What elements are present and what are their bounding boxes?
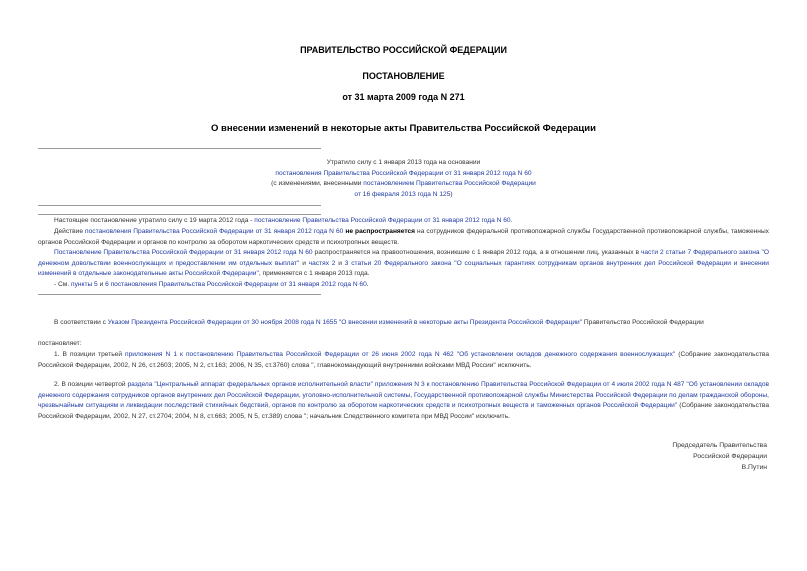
amendment-suffix: ) xyxy=(450,190,453,198)
section-link[interactable]: раздела "Центральный аппарат федеральных органов исполнительной власти" xyxy=(127,381,373,388)
document-type: ПОСТАНОВЛЕНИЕ xyxy=(362,71,445,81)
clause-2 xyxy=(38,380,769,422)
note-text: и xyxy=(335,259,345,267)
signatory-name: В.Путин xyxy=(741,464,767,471)
note-text: . xyxy=(510,217,513,224)
note-link[interactable]: 6 постановления Правительства Российской Федерации от 31 января 2012 года N 60 xyxy=(105,281,367,288)
note-link[interactable]: постановления Правительства Российской Федерации от 31 января 2012 года N 60 xyxy=(85,228,344,235)
note-scope xyxy=(38,227,769,248)
note-link[interactable]: частях 2 xyxy=(308,259,336,267)
appendix-link[interactable]: приложения N 1 к постановлению Правительства Российской Федерации от 26 июня 2002 года N 462 "Об установлении окладов денежного содержания военнослужащих" xyxy=(125,351,676,358)
body-text: В соответствии с xyxy=(54,319,108,326)
body-text: Правительство Российской Федерации xyxy=(582,319,704,326)
signatory-title: Российской Федерации xyxy=(693,453,767,460)
lost-force-link[interactable]: постановления Правительства Российской Федерации от 31 января 2012 года N 60 xyxy=(275,169,532,177)
lost-force-line: Утратило силу с 1 января 2013 года на основании xyxy=(326,159,481,166)
body-text: 2. В позиции четвертой xyxy=(54,381,128,388)
amendment-prefix: (с изменениями, внесенными xyxy=(271,180,364,188)
note-text: - См. xyxy=(54,281,71,288)
divider xyxy=(38,205,321,206)
issuer-heading: ПРАВИТЕЛЬСТВО РОССИЙСКОЙ ФЕДЕРАЦИИ xyxy=(300,45,507,55)
decree-link[interactable]: Указом Президента Российской Федерации от 30 ноября 2008 года N 1655 "О внесении изменений в некоторые акты Президента Российской Федерации" xyxy=(107,319,583,326)
lost-force-notice xyxy=(170,158,637,200)
signature-block xyxy=(672,440,767,473)
note-text: распространяется на правоотношения, возникшие с 1 января 2012 года, а в отношении лиц, указанных в xyxy=(312,249,641,256)
note-link[interactable]: пункты 5 xyxy=(71,281,98,288)
amendment-link-date[interactable]: от 16 февраля 2013 года N 125 xyxy=(354,190,451,198)
body-text: 1. В позиции третьей xyxy=(54,351,126,358)
note-link[interactable]: Постановление Правительства Российской Федерации от 31 января 2012 года N 60 xyxy=(54,249,313,256)
note-link[interactable]: части 2 статьи 7 Федерального закона "О денежном довольствии военнослужащих и предоставлении им отдельных выплат" xyxy=(38,249,769,267)
note-see-also xyxy=(38,280,769,291)
preamble xyxy=(38,318,769,329)
note-link[interactable]: 3 статьи 20 Федерального закона "О социальных гарантиях сотрудникам органов внутренних дел Российской Федерации и внесении изменений в отдельные законодательные акты Российской Федерации" xyxy=(38,259,769,278)
clause-1 xyxy=(38,350,769,371)
body-text: (Собрание законодательства Российской Федерации, 2002, N 27, ст.2704; 2004, N 8, ст.663; 2005, N 5, ст.389) слова "; начальник Следственного комитета при МВД России" исключить. xyxy=(38,402,769,420)
note-text: , применяется с 1 января 2013 года. xyxy=(258,270,370,278)
note-application xyxy=(38,248,769,280)
divider xyxy=(38,214,321,215)
appendix-link[interactable]: приложения N 3 к постановлению Правительства Российской Федерации от 4 июля 2002 года N 487 "Об установлении окладов денежного содержания сотрудников органов внутренних дел Российской Федерации, уголовно-исполнительной системы, Государственной противопожарной службы Министерства Российской Федерации по делам гражданской обороны, чрезвычайным ситуациям и ликвидации последствий стихийных бедствий, органов по контролю за оборотом наркотических средств и психотропных веществ и таможенных органов Российской Федерации" xyxy=(38,381,770,410)
note-text: на сотрудников федеральной противопожарной службы Государственной противопожарной службы, таможенных органов Российской Федерации и органов по контролю за оборотом наркотических средств и психотропных веществ. xyxy=(38,228,769,246)
document-title: О внесении изменений в некоторые акты Правительства Российской Федерации xyxy=(211,123,596,134)
amendment-link[interactable]: постановлением Правительства Российской Федерации xyxy=(363,180,536,188)
divider xyxy=(38,294,321,295)
note-text: и xyxy=(299,259,309,267)
divider xyxy=(38,148,321,149)
document-date: от 31 марта 2009 года N 271 xyxy=(342,92,465,102)
note-text: Настоящее постановление утратило силу с 19 марта 2012 года - xyxy=(54,217,255,224)
note-text: . xyxy=(366,281,369,288)
note-text: и xyxy=(97,281,106,288)
resolves: постановляет: xyxy=(38,340,82,347)
note-link[interactable]: постановление Правительства Российской Федерации от 31 января 2012 года N 60 xyxy=(254,217,511,224)
note-emphasis: не распространяется xyxy=(345,228,416,235)
note-lost-force xyxy=(38,216,769,227)
body-text: (Собрание законодательства Российской Федерации, 2002, N 26, ст.2603; 2005, N 2, ст.163; 2006, N 35, ст.3760) слова ", главнокомандующий внутренними войсками МВД России" исключить. xyxy=(38,351,769,369)
note-text: Действие xyxy=(54,228,86,235)
signatory-title: Председатель Правительства xyxy=(672,442,767,449)
